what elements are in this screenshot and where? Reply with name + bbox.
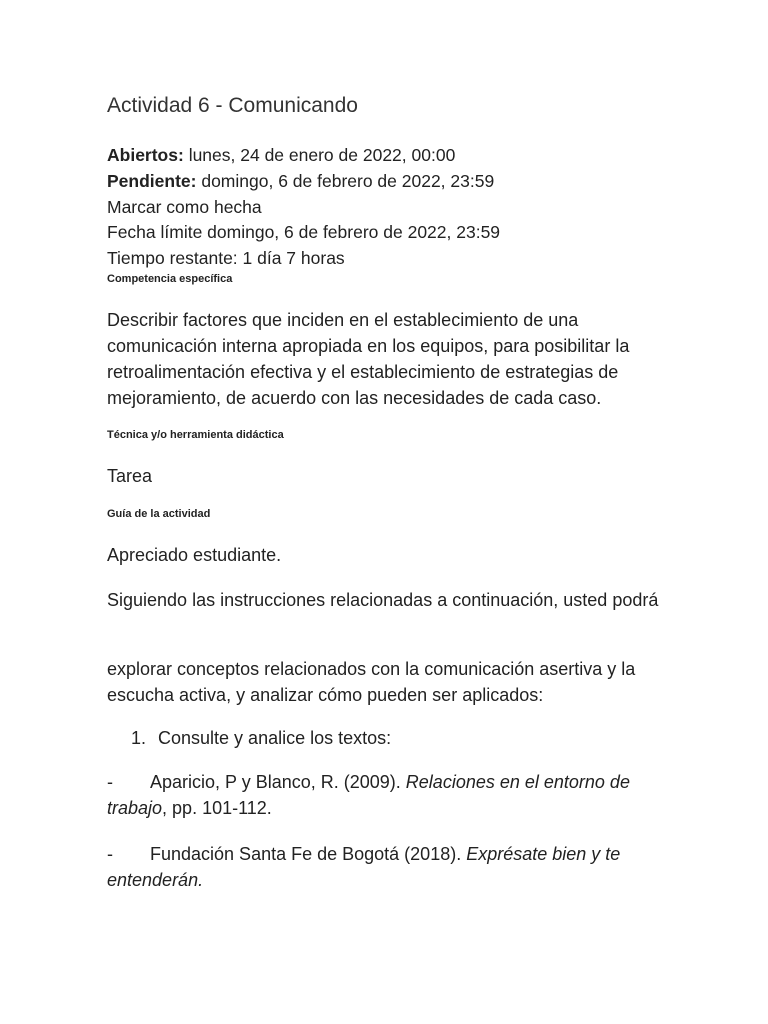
due-date-row bbox=[107, 169, 500, 195]
competencia-heading: Competencia específica bbox=[107, 273, 233, 285]
reference-dash: - bbox=[107, 844, 113, 864]
list-item-text: Consulte y analice los textos: bbox=[158, 728, 392, 748]
page-title: Actividad 6 - Comunicando bbox=[107, 94, 358, 117]
tecnica-heading: Técnica y/o herramienta didáctica bbox=[107, 429, 284, 441]
guia-heading: Guía de la actividad bbox=[107, 508, 211, 520]
reference-suffix: , pp. 101-112. bbox=[162, 798, 272, 818]
due-label: Pendiente: bbox=[107, 170, 197, 191]
reference-title: Exprésate bien y te entenderán. bbox=[107, 844, 621, 890]
opened-label: Abiertos: bbox=[107, 145, 184, 165]
list-item-number: 1. bbox=[131, 728, 147, 748]
competencia-text: Describir factores que inciden en el establecimiento de una comunicación interna apropiada en los equipos, para posibilitar la retroalimentación efectiva y el establecimiento de estrategias de mejoramiento, de acuerdo con las necesidades de cada caso. bbox=[107, 310, 630, 408]
reference-item bbox=[107, 841, 667, 893]
instructions-part-2: explorar conceptos relacionados con la comunicación asertiva y la escucha activa, y analizar cómo pueden ser aplicados: bbox=[107, 659, 636, 705]
list-item bbox=[131, 728, 391, 749]
reference-item bbox=[107, 769, 667, 821]
activity-dates bbox=[107, 143, 500, 272]
instructions-part-1: Siguiendo las instrucciones relacionadas a continuación, usted podrá bbox=[107, 590, 659, 610]
opened-value: lunes, 24 de enero de 2022, 00:00 bbox=[188, 145, 456, 165]
reference-authors: Fundación Santa Fe de Bogotá (2018). bbox=[150, 844, 467, 864]
due-value: domingo, 6 de febrero de 2022, 23:59 bbox=[201, 170, 495, 191]
tecnica-text: Tarea bbox=[107, 466, 153, 486]
reference-authors: Aparicio, P y Blanco, R. (2009). bbox=[150, 772, 406, 792]
deadline-text: Fecha límite domingo, 6 de febrero de 2022, 23:59 bbox=[107, 222, 501, 243]
mark-done-link[interactable]: Marcar como hecha bbox=[107, 196, 262, 217]
greeting-text: Apreciado estudiante. bbox=[107, 545, 282, 565]
opened-date-row bbox=[107, 143, 500, 169]
time-left-text: Tiempo restante: 1 día 7 horas bbox=[107, 248, 345, 269]
reference-dash: - bbox=[107, 772, 113, 792]
reference-title: Relaciones en el entorno de trabajo bbox=[107, 772, 630, 818]
